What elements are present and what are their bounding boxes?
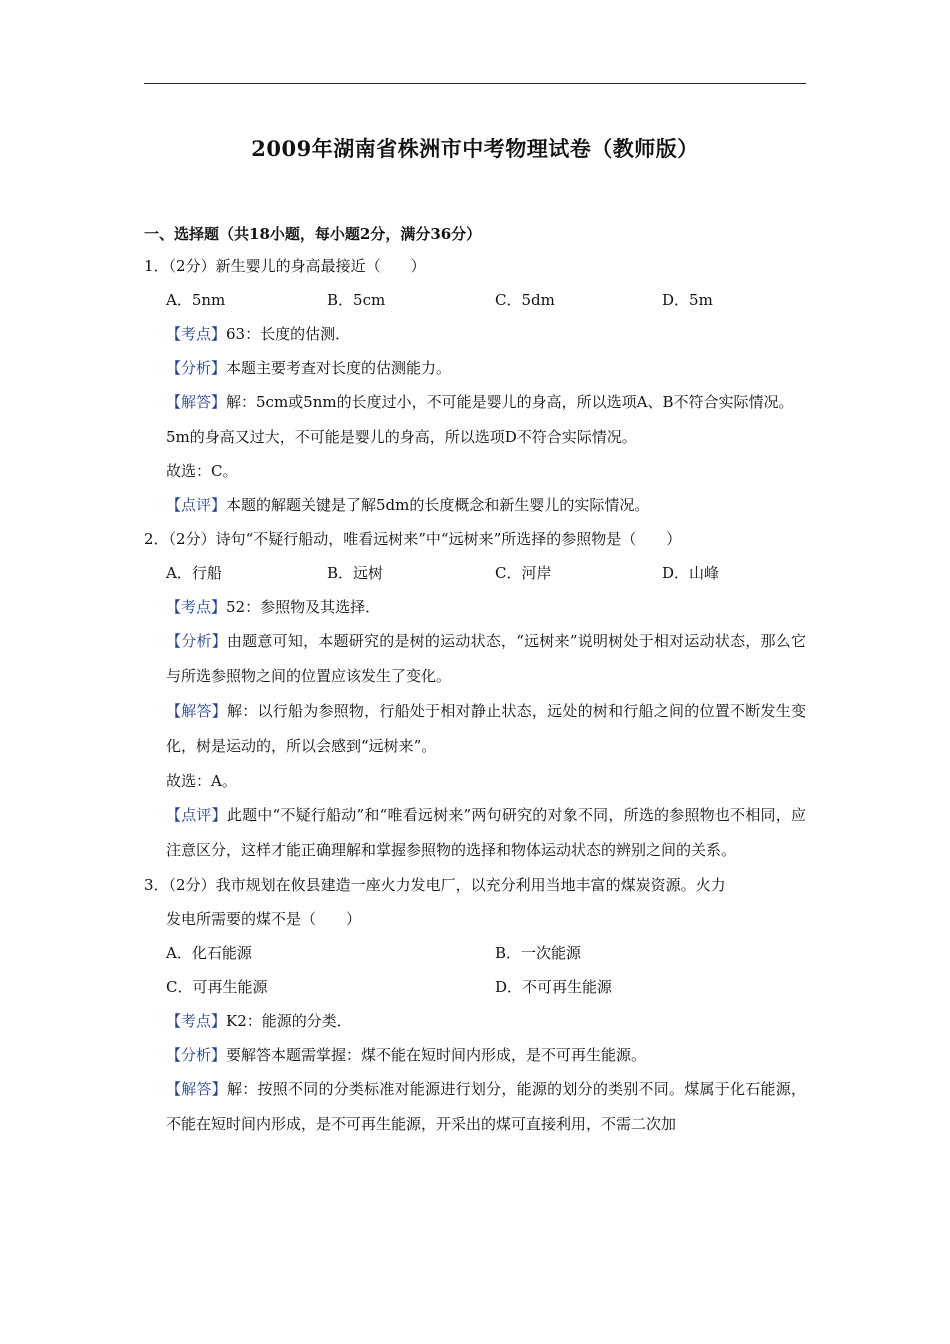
jieda xyxy=(144,694,806,764)
question-1-options xyxy=(144,283,806,317)
answer: 故选：A。 xyxy=(166,772,237,790)
dianping-text: 本题的解题关键是了解5dm的长度概念和新生婴儿的实际情况。 xyxy=(226,496,650,514)
question-1-stem: 1．（2分）新生婴儿的身高最接近（ ） xyxy=(144,257,426,275)
dianping xyxy=(144,488,806,522)
header-rule xyxy=(144,83,806,84)
option-b: B．5cm xyxy=(327,291,386,309)
option-d: D．不可再生能源 xyxy=(495,978,613,996)
option-d: D．山峰 xyxy=(662,564,720,582)
section-heading: 一、选择题（共18小题，每小题2分，满分36分） xyxy=(144,225,482,243)
kaodian-tag: 【考点】 xyxy=(166,1012,227,1030)
jieda xyxy=(144,1072,806,1142)
jieda xyxy=(144,385,806,420)
option-d: D．5m xyxy=(662,291,713,309)
dianping-text: 此题中“不疑行船动”和“唯看远树来”两句研究的对象不同，所选的参照物也不相同，应注意区分，这样才能正确理解和掌握参照物的选择和物体运动状态的辨别之间的关系。 xyxy=(166,806,806,859)
fenxi-tag: 【分析】 xyxy=(166,632,227,650)
question-3-options-row-1 xyxy=(144,936,806,970)
option-c: C．河岸 xyxy=(495,564,552,582)
question-3-options-row-2 xyxy=(144,970,806,1004)
option-a: A．化石能源 xyxy=(166,944,252,962)
kaodian-tag: 【考点】 xyxy=(166,325,227,343)
kaodian xyxy=(144,1004,806,1038)
option-c: C．可再生能源 xyxy=(166,978,268,996)
jieda-tag: 【解答】 xyxy=(166,702,227,720)
question-3-stem-continued: 发电所需要的煤不是（ ） xyxy=(166,910,362,928)
fenxi xyxy=(144,624,806,694)
question-3-stem: 3．（2分）我市规划在攸县建造一座火力发电厂，以充分利用当地丰富的煤炭资源。火力 xyxy=(144,876,726,894)
question-2-stem: 2．（2分）诗句“不疑行船动，唯看远树来”中“远树来”所选择的参照物是（ ） xyxy=(144,530,682,548)
fenxi-tag: 【分析】 xyxy=(166,359,227,377)
option-a: A．行船 xyxy=(166,564,222,582)
dianping-tag: 【点评】 xyxy=(166,496,227,514)
option-b: B．远树 xyxy=(327,564,384,582)
jieda-tag: 【解答】 xyxy=(166,393,227,411)
fenxi-text: 由题意可知，本题研究的是树的运动状态，“远树来”说明树处于相对运动状态，那么它与所选参照物之间的位置应该发生了变化。 xyxy=(166,632,806,685)
fenxi-text: 本题主要考查对长度的估测能力。 xyxy=(226,359,452,377)
jieda-tag: 【解答】 xyxy=(166,1080,227,1098)
kaodian-text: 52：参照物及其选择． xyxy=(226,598,381,616)
fenxi xyxy=(144,351,806,385)
question-2-options xyxy=(144,556,806,590)
answer: 故选：C。 xyxy=(166,462,238,480)
kaodian-text: K2：能源的分类． xyxy=(226,1012,352,1030)
fenxi-tag: 【分析】 xyxy=(166,1046,227,1064)
fenxi xyxy=(144,1038,806,1072)
kaodian xyxy=(144,590,806,624)
option-c: C．5dm xyxy=(495,291,555,309)
option-a: A．5nm xyxy=(166,291,226,309)
jieda-text: 解：按照不同的分类标准对能源进行划分，能源的划分的类别不同。煤属于化石能源，不能在短时间内形成，是不可再生能源，开采出的煤可直接利用，不需二次加 xyxy=(166,1080,806,1133)
jieda-continued: 5m的身高又过大，不可能是婴儿的身高，所以选项D不符合实际情况。 xyxy=(166,428,637,446)
option-b: B．一次能源 xyxy=(495,944,582,962)
jieda-text: 解：以行船为参照物，行船处于相对静止状态，远处的树和行船之间的位置不断发生变化，树是运动的，所以会感到“远树来”。 xyxy=(166,702,806,755)
dianping-tag: 【点评】 xyxy=(166,806,227,824)
jieda-text: 解：5cm或5nm的长度过小，不可能是婴儿的身高，所以选项A、B不符合实际情况。 xyxy=(226,393,794,411)
page-title: 2009年湖南省株洲市中考物理试卷（教师版） xyxy=(251,136,699,161)
document-body xyxy=(144,219,806,1142)
kaodian-text: 63：长度的估测． xyxy=(226,325,351,343)
kaodian-tag: 【考点】 xyxy=(166,598,227,616)
fenxi-text: 要解答本题需掌握：煤不能在短时间内形成，是不可再生能源。 xyxy=(226,1046,647,1064)
kaodian xyxy=(144,317,806,351)
dianping xyxy=(144,798,806,868)
